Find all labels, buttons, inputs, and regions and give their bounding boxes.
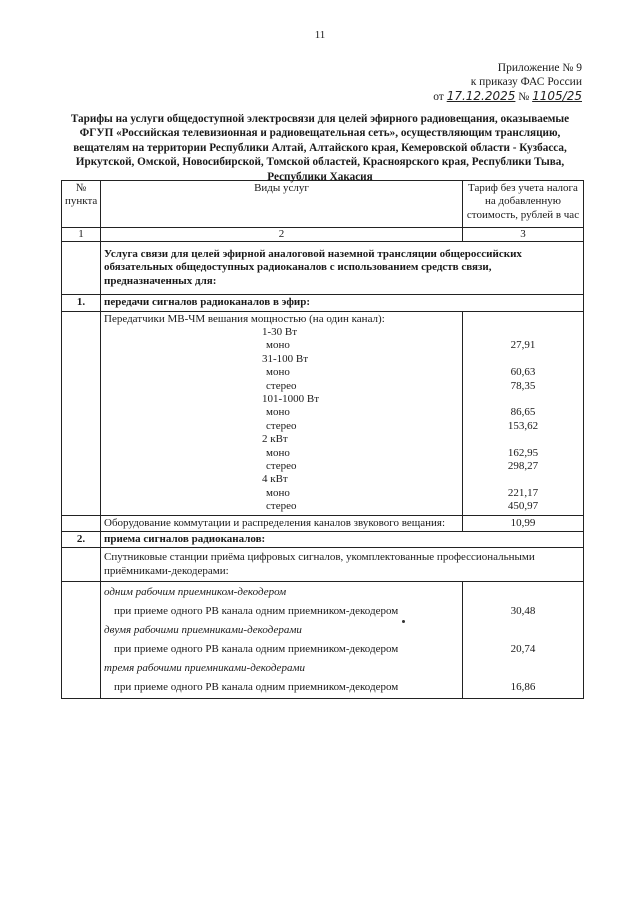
section-2-number: 2.	[62, 531, 101, 547]
tariff-value: 221,17	[507, 486, 539, 499]
page-number: 11	[314, 29, 326, 41]
transmitters-row	[62, 311, 584, 515]
col-number-2: 2	[101, 228, 463, 242]
satellite-text: Спутниковые станции приёма цифровых сигналов, укомплектованные профессиональными приёмниками-декодерами:	[101, 548, 584, 582]
appendix-order-date-number	[433, 89, 582, 104]
section-2-title: приема сигналов радиоканалов:	[101, 531, 584, 547]
number-label: №	[518, 91, 530, 103]
order-number: 1105/25	[532, 89, 582, 103]
col-number-1: 1	[62, 228, 101, 242]
tariff-value: 60,63	[510, 366, 536, 379]
receiver-item: при приеме одного РВ канала одним приемником-декодером	[114, 643, 399, 656]
power-label: 4 кВт	[262, 473, 288, 486]
mode-label: стерео	[266, 500, 297, 513]
mode-label: стерео	[266, 459, 297, 472]
mode-label: моно	[266, 446, 290, 459]
mode-label: моно	[266, 406, 290, 419]
receiver-item: при приеме одного РВ канала одним приемником-декодером	[114, 605, 399, 618]
header-tariff: Тариф без учета налога на добавленную стоимость, рублей в час	[463, 181, 584, 228]
tariff-table	[61, 180, 584, 699]
tariff-value	[466, 353, 580, 366]
tariff-value: 78,35	[510, 379, 536, 392]
equipment-value: 10,99	[463, 515, 584, 531]
satellite-row	[62, 548, 584, 582]
power-label: 2 кВт	[262, 433, 288, 446]
receiver-group-label: тремя рабочими приемниками-декодерами	[104, 662, 305, 675]
equipment-label: Оборудование коммутации и распределения каналов звукового вещания:	[101, 515, 463, 531]
mode-label: стерео	[266, 419, 297, 432]
power-label: 31-100 Вт	[262, 352, 309, 365]
tariff-value: 30,48	[510, 605, 536, 618]
section-2-row	[62, 531, 584, 547]
header-row	[62, 181, 584, 228]
mode-label: моно	[266, 486, 290, 499]
mode-label: моно	[266, 339, 290, 352]
tariff-value	[466, 433, 580, 446]
transmitters-lead: Передатчики МВ-ЧМ вешания мощностью (на один канал):	[104, 312, 385, 325]
col-number-3: 3	[463, 228, 584, 242]
transmitters-list	[101, 311, 463, 515]
tariff-value: 162,95	[507, 446, 539, 459]
tariff-value: 86,65	[510, 406, 536, 419]
power-label: 101-1000 Вт	[262, 392, 320, 405]
section-1-title: передачи сигналов радиоканалов в эфир:	[101, 295, 584, 311]
receiver-values	[463, 582, 584, 699]
transmitter-lines	[104, 326, 459, 513]
tariff-value: 153,62	[507, 419, 539, 432]
header-number: № пункта	[62, 181, 101, 228]
receiver-group-label: двумя рабочими приемниками-декодерами	[104, 624, 302, 637]
receivers-row	[62, 582, 584, 699]
tariff-value: 450,97	[507, 500, 539, 513]
appendix-title: Приложение № 9	[497, 62, 582, 74]
power-label: 1-30 Вт	[262, 326, 298, 339]
tariff-value: 27,91	[510, 339, 536, 352]
intro-row	[62, 242, 584, 295]
scan-speck	[402, 620, 405, 623]
equipment-row	[62, 515, 584, 531]
receiver-item: при приеме одного РВ канала одним приемником-декодером	[114, 681, 399, 694]
receiver-group-label: одним рабочим приемником-декодером	[104, 586, 287, 599]
appendix-block	[433, 61, 582, 104]
tariff-value: 298,27	[507, 459, 539, 472]
ot-label: от	[433, 91, 444, 103]
section-1-number: 1.	[62, 295, 101, 311]
tariff-value	[466, 326, 580, 339]
tariff-value	[466, 473, 580, 486]
receivers-list	[101, 582, 463, 699]
tariff-value: 20,74	[510, 643, 536, 656]
section-1-row	[62, 295, 584, 311]
tariff-value: 16,86	[510, 681, 536, 694]
tariff-value	[466, 393, 580, 406]
transmitter-values	[463, 311, 584, 515]
document-title: Тарифы на услуги общедоступной электросвязи для целей эфирного радиовещания, оказываемые ФГУП «Российская телевизионная и радиовещательная сеть», осуществляющим трансляцию, вещателям на территории Республики Алтай, Алтайского края, Кемеровской области - Кузбасса, Иркутской, Омской, Новосибирской, Томской областей, Красноярского края, Республики Тыва, Республики Хакасия	[70, 113, 570, 183]
appendix-order: к приказу ФАС России	[470, 76, 582, 88]
mode-label: моно	[266, 366, 290, 379]
mode-label: стерео	[266, 379, 297, 392]
column-numbers-row	[62, 228, 584, 242]
intro-text: Услуга связи для целей эфирной аналоговой наземной трансляции общероссийских обязательных общедоступных радиоканалов с использованием средств связи, предназначенных для:	[101, 242, 584, 295]
order-date: 17.12.2025	[446, 89, 516, 103]
header-services: Виды услуг	[101, 181, 463, 228]
